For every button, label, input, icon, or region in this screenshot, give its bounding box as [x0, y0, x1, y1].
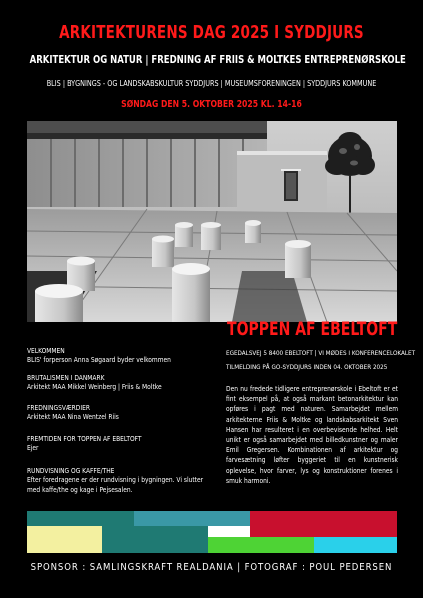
program-heading: BRUTALISMEN I DANMARK	[27, 374, 105, 382]
program-heading: RUNDVISNING OG KAFFE/THE	[27, 467, 115, 475]
program-item	[27, 374, 222, 393]
building-photo	[27, 121, 397, 322]
photo-illustration	[27, 121, 397, 322]
headline: TOPPEN AF EBELTOFT	[227, 318, 398, 340]
registration-line: TILMELDING PÅ GO-SYDDJURS INDEN 04. OKTOBER 2025	[226, 364, 388, 371]
program-text: Ejer	[27, 444, 39, 453]
program-heading: VELKOMMEN	[27, 347, 65, 355]
event-subtitle: ARKITEKTUR OG NATUR | FREDNING AF FRIIS & MOLTKES ENTREPRENØRSKOLE	[29, 53, 406, 66]
program-item	[27, 467, 217, 495]
program-item	[27, 404, 222, 423]
program-heading: FREMTIDEN FOR TOPPEN AF EBELTOFT	[27, 435, 142, 443]
program-item	[27, 435, 222, 454]
program-item	[27, 347, 222, 366]
program-text: BLIS' forperson Anna Søgaard byder velkommen	[27, 356, 171, 365]
description-text: Den nu fredede tidligere entreprenørskole i Ebeltoft er et fint eksempel på, at også markant betonarkitektur kan opføres i pagt med naturen. Samarbejdet mellem arkitekterne Friis & Moltke og landskabsarkitekt Sven Hansen har resulteret i en overbevisende helhed. Helt unikt er også samarbejdet med billedkunstner og maler Emil Gregersen. Kombinationen af arkitektur og farvesætning løfter byggeriet til en kunstnerisk oplevelse, hvor farver, lys og konstruktioner forenes i smuk harmoni.	[226, 385, 398, 485]
address-line: EGEDALSVEJ 5 8400 EBELTOFT | VI MØDES I KONFERENCELOKALET	[226, 350, 416, 357]
program-text: Arkitekt MAA Nina Wentzel Riis	[27, 413, 119, 422]
program-text: Efter foredragene er der rundvisning i bygningen. Vi slutter med kaffe/the og kage i Pejsesalen.	[27, 476, 204, 494]
color-band-graphic	[27, 511, 397, 553]
program-heading: FREDNINGSVÆRDIER	[27, 404, 90, 412]
event-title: ARKITEKTURENS DAG 2025 I SYDDJURS	[59, 23, 364, 43]
event-date: SØNDAG DEN 5. OKTOBER 2025 KL. 14-16	[121, 99, 302, 110]
sponsor-credits: SPONSOR : SAMLINGSKRAFT REALDANIA | FOTOGRAF : POUL PEDERSEN	[30, 562, 393, 573]
color-band	[27, 511, 397, 553]
organizers-line: BLIS | BYGNINGS - OG LANDSKABSKULTUR SYDDJURS | MUSEUMSFORENINGEN | SYDDJURS KOMMUNE	[46, 79, 377, 88]
program-text: Arkitekt MAA Mikkel Weinberg | Friis & Moltke	[27, 383, 162, 392]
